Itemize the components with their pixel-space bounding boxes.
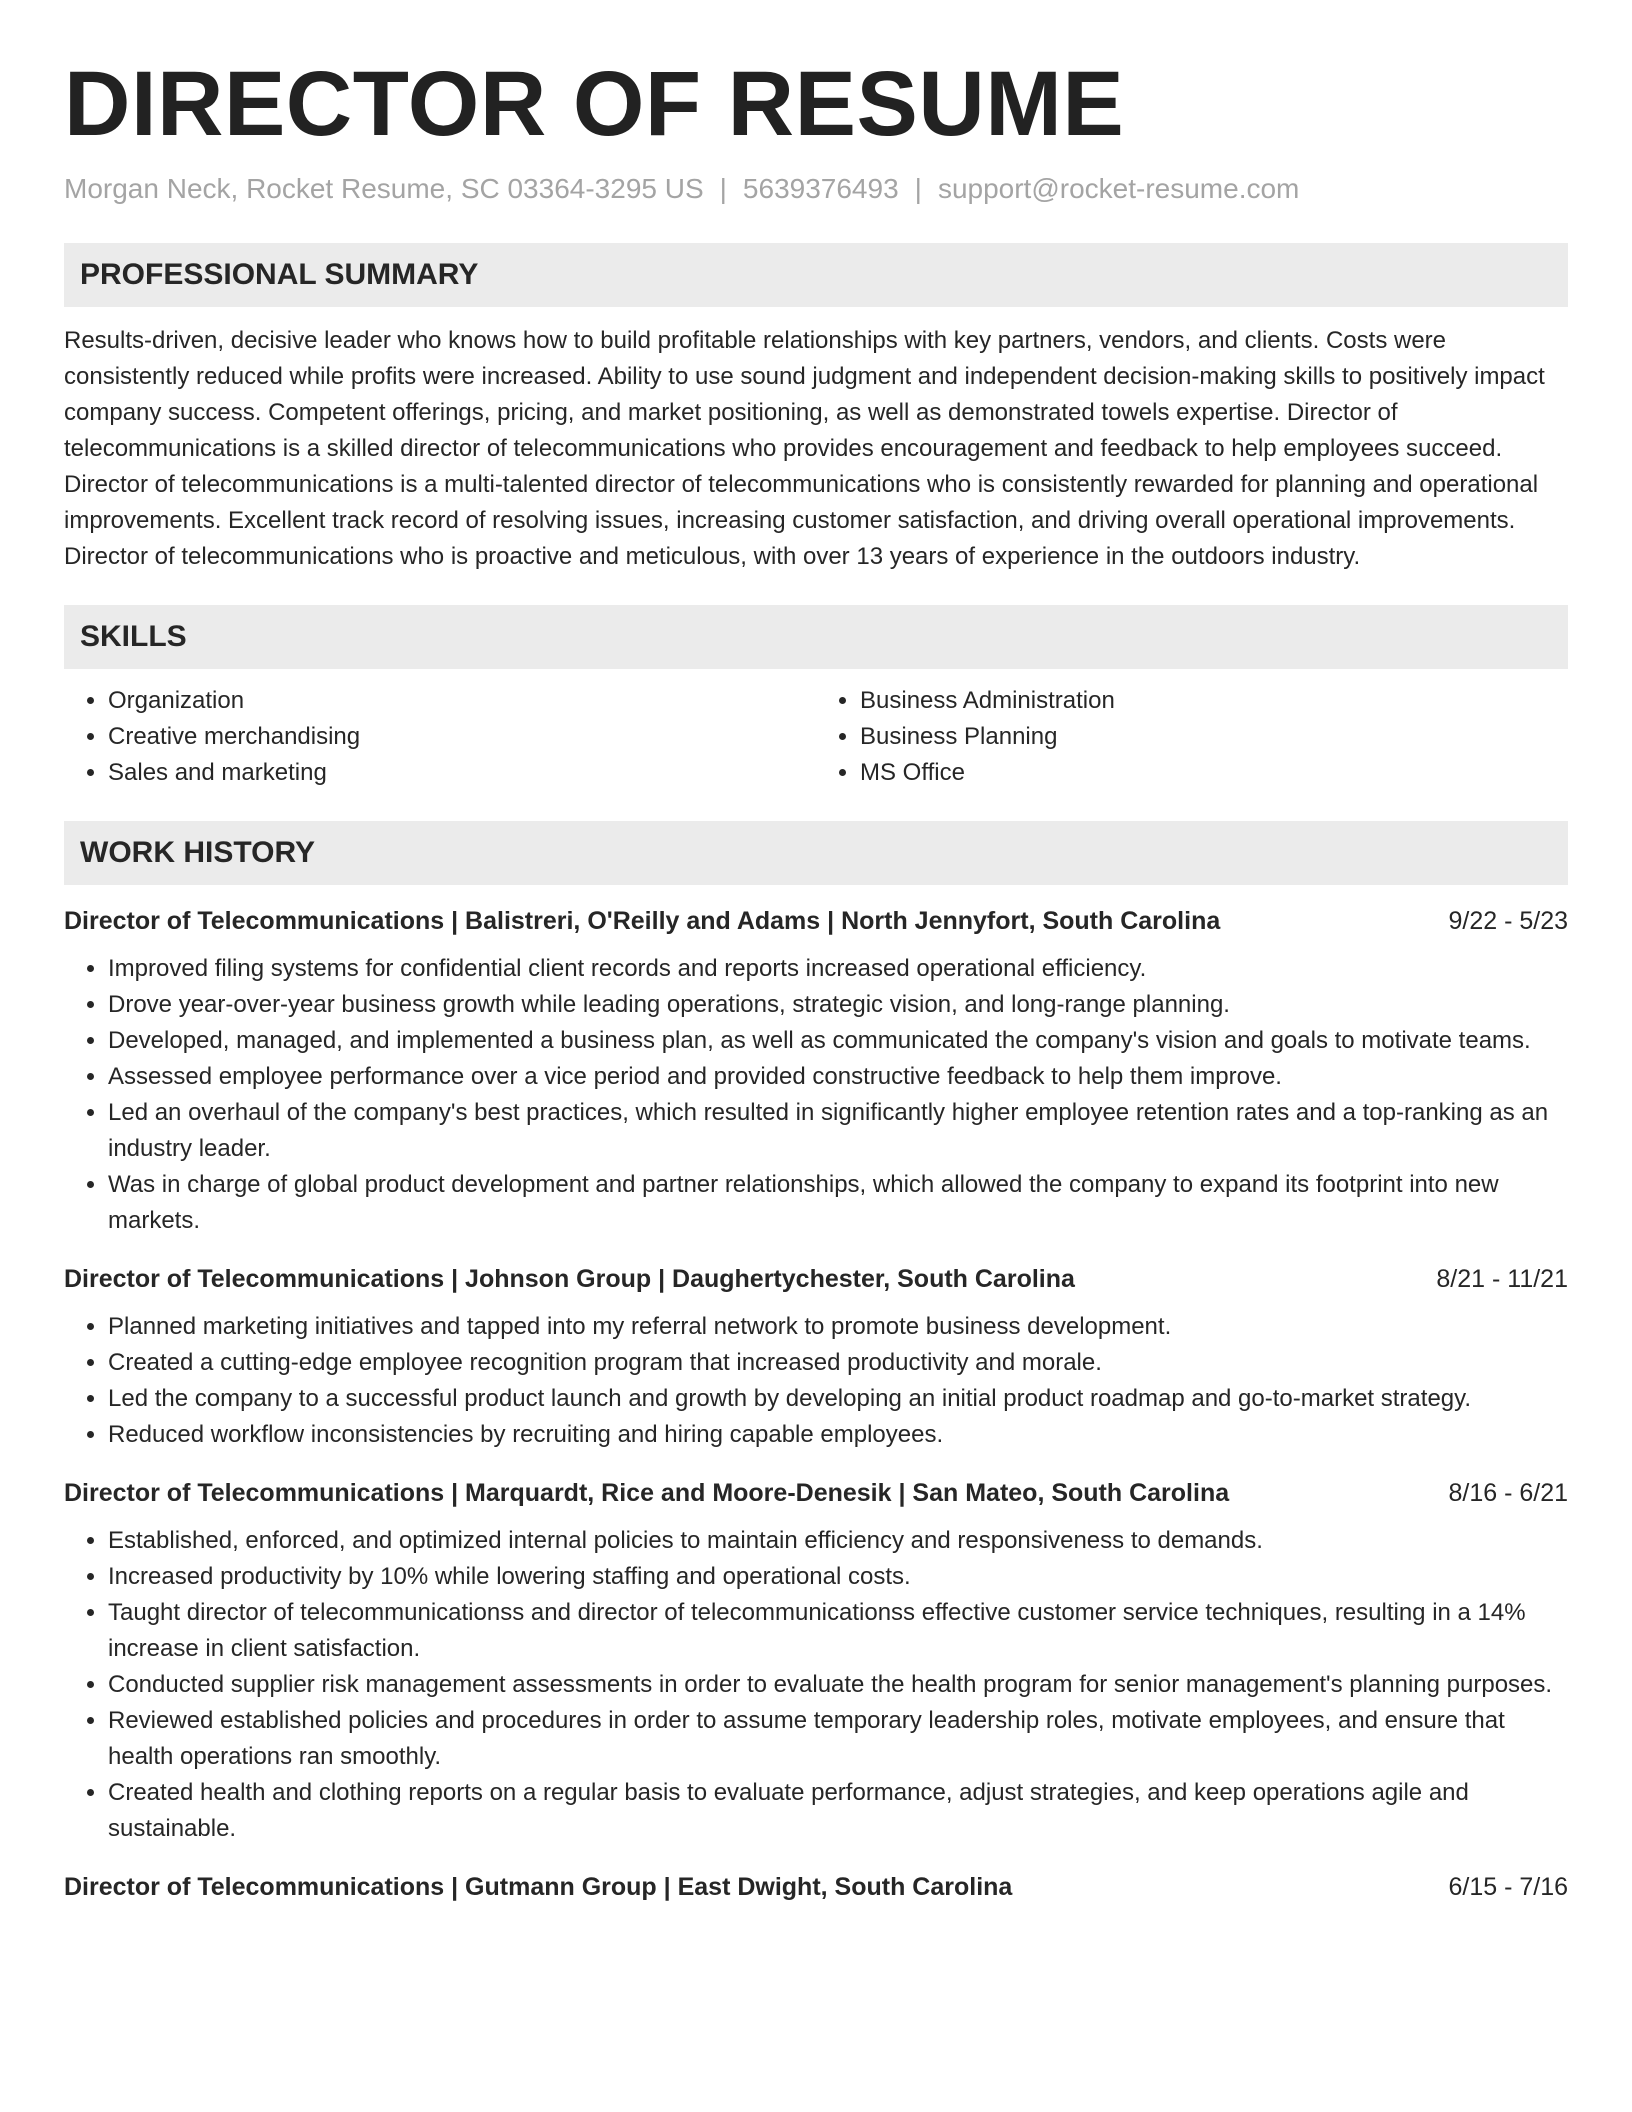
- job-bullet: • Improved filing systems for confidential client records and reports increased operational efficiency.: [108, 951, 1568, 987]
- skill-item: • Creative merchandising: [108, 719, 816, 755]
- job-entry: [64, 1261, 1568, 1453]
- job-bullet: • Reviewed established policies and procedures in order to assume temporary leadership roles, motivate employees, and ensure that health operations ran smoothly.: [108, 1703, 1568, 1775]
- contact-email[interactable]: support@rocket-resume.com: [937, 172, 1300, 204]
- skill-item: • Organization: [108, 683, 816, 719]
- job-bullet: • Developed, managed, and implemented a business plan, as well as communicated the company's vision and goals to motivate teams.: [108, 1023, 1568, 1059]
- job-dates: 9/22 - 5/23: [1448, 907, 1568, 936]
- resume-title: DIRECTOR OF RESUME: [64, 53, 1125, 155]
- job-bullets: [64, 951, 1568, 1239]
- job-bullet: • Created health and clothing reports on a regular basis to evaluate performance, adjust strategies, and keep operations agile and sustainable.: [108, 1775, 1568, 1847]
- contact-line: [64, 172, 1568, 206]
- job-title: Director of Telecommunications | Gutmann Group | East Dwight, South Carolina: [64, 1873, 1013, 1902]
- skills-column-left: [64, 683, 816, 791]
- job-header: [64, 1869, 1568, 1905]
- job-header: [64, 1475, 1568, 1511]
- job-entry: [64, 1869, 1568, 1905]
- job-bullet: • Taught director of telecommunicationss and director of telecommunicationss effective customer service techniques, resulting in a 14% increase in client satisfaction.: [108, 1595, 1568, 1667]
- contact-phone: 5639376493: [742, 172, 899, 204]
- section-heading-summary: PROFESSIONAL SUMMARY: [64, 243, 1568, 307]
- job-bullets: [64, 1309, 1568, 1453]
- job-dates: 8/21 - 11/21: [1436, 1265, 1568, 1294]
- skill-item: • Business Administration: [860, 683, 1568, 719]
- skill-item: • Business Planning: [860, 719, 1568, 755]
- job-title: Director of Telecommunications | Marquardt, Rice and Moore-Denesik | San Mateo, South Carolina: [64, 1479, 1230, 1508]
- job-bullet: • Established, enforced, and optimized internal policies to maintain efficiency and responsiveness to demands.: [108, 1523, 1568, 1559]
- job-title: Director of Telecommunications | Johnson Group | Daughertychester, South Carolina: [64, 1265, 1075, 1294]
- section-heading-work-history: WORK HISTORY: [64, 821, 1568, 885]
- contact-address: Morgan Neck, Rocket Resume, SC 03364-3295 US: [64, 172, 704, 204]
- job-bullet: • Increased productivity by 10% while lowering staffing and operational costs.: [108, 1559, 1568, 1595]
- job-bullet: • Led an overhaul of the company's best practices, which resulted in significantly higher employee retention rates and a top-ranking as an industry leader.: [108, 1095, 1568, 1167]
- job-dates: 8/16 - 6/21: [1448, 1479, 1568, 1508]
- section-heading-skills: SKILLS: [64, 605, 1568, 669]
- skills-list: [64, 683, 1568, 791]
- job-entry: [64, 903, 1568, 1239]
- skills-column-right: [816, 683, 1568, 791]
- job-bullet: • Planned marketing initiatives and tapped into my referral network to promote business development.: [108, 1309, 1568, 1345]
- job-title: Director of Telecommunications | Balistreri, O'Reilly and Adams | North Jennyfort, South Carolina: [64, 907, 1221, 936]
- contact-separator: |: [719, 172, 727, 204]
- job-entry: [64, 1475, 1568, 1847]
- job-bullets: [64, 1523, 1568, 1847]
- skill-item: • Sales and marketing: [108, 755, 816, 791]
- job-bullet: • Assessed employee performance over a vice period and provided constructive feedback to help them improve.: [108, 1059, 1568, 1095]
- job-bullet: • Led the company to a successful product launch and growth by developing an initial product roadmap and go-to-market strategy.: [108, 1381, 1568, 1417]
- job-dates: 6/15 - 7/16: [1448, 1873, 1568, 1902]
- job-bullet: • Reduced workflow inconsistencies by recruiting and hiring capable employees.: [108, 1417, 1568, 1453]
- job-header: [64, 1261, 1568, 1297]
- job-bullet: • Drove year-over-year business growth while leading operations, strategic vision, and long-range planning.: [108, 987, 1568, 1023]
- summary-text: Results-driven, decisive leader who knows how to build profitable relationships with key partners, vendors, and clients. Costs were consistently reduced while profits were increased. Ability to use sound judgment and independent decision-making skills to positively impact company success. Competent offerings, pricing, and market positioning, as well as demonstrated towels expertise. Director of telecommunications is a skilled director of telecommunications who provides encouragement and feedback to help employees succeed. Director of telecommunications is a multi-talented director of telecommunications who is consistently rewarded for planning and operational improvements. Excellent track record of resolving issues, increasing customer satisfaction, and driving overall operational improvements. Director of telecommunications who is proactive and meticulous, with over 13 years of experience in the outdoors industry.: [64, 327, 1545, 571]
- job-bullet: • Created a cutting-edge employee recognition program that increased productivity and morale.: [108, 1345, 1568, 1381]
- contact-separator: |: [914, 172, 922, 204]
- job-bullet: • Was in charge of global product development and partner relationships, which allowed the company to expand its footprint into new markets.: [108, 1167, 1568, 1239]
- skill-item: • MS Office: [860, 755, 1568, 791]
- job-bullet: • Conducted supplier risk management assessments in order to evaluate the health program for senior management's planning purposes.: [108, 1667, 1568, 1703]
- job-header: [64, 903, 1568, 939]
